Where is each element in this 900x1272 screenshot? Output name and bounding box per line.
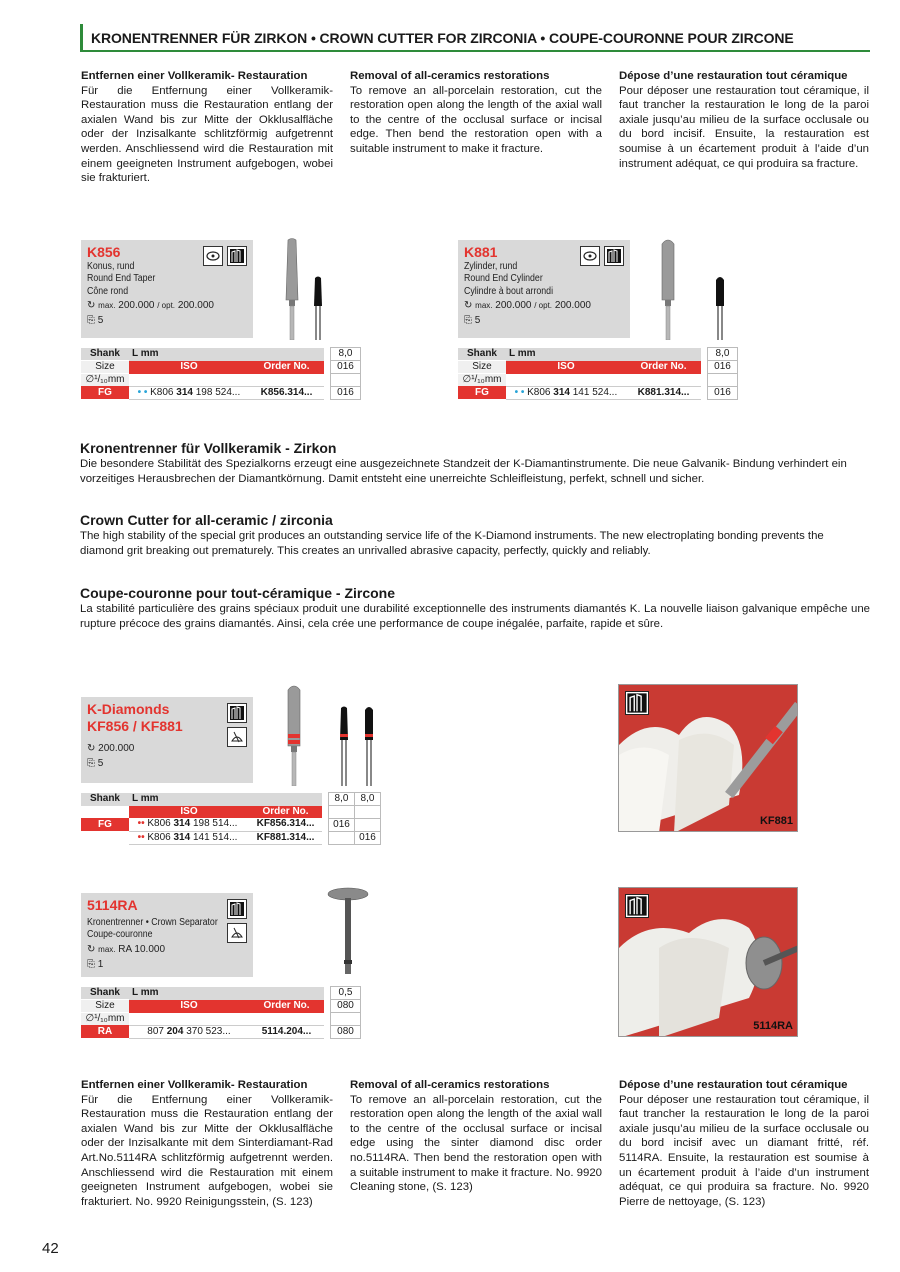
bur-kf881-diagram (361, 706, 377, 786)
product-desc-de: Zylinder, rund (464, 261, 518, 272)
lmm-label: L mm (506, 348, 701, 361)
length-value: 0,5 (331, 987, 361, 1000)
diamond-grit-icon (227, 246, 247, 266)
bur-kf-image (282, 684, 306, 786)
pack-info: ⎘ 5 (464, 315, 481, 327)
iso-number: 807 204 370 523... (129, 1025, 249, 1038)
page-header: KRONENTRENNER FÜR ZIRKON • CROWN CUTTER FOR ZIRCONIA • COUPE-COURONNE POUR ZIRCONE (80, 24, 870, 52)
shank-label: Shank (81, 987, 129, 1000)
product-code: K856 (87, 244, 121, 260)
pack-icon: ⎘ (87, 958, 95, 970)
length-value: 8,0 (331, 348, 361, 361)
speed-icon: ↻ (87, 743, 96, 754)
diamond-grit-icon (625, 894, 649, 918)
bur-k881-diagram (712, 276, 728, 340)
size-value: 016 (331, 361, 361, 374)
section-body: Die besondere Stabilität des Spezialkorns erzeugt eine ausgezeichnete Standzeit der K-Diamantinstrumente. Die neue Galvanik- Bindung verhindert ein vorzeitiges Herausbrechen der Diamantkörnung. Damit entsteht eine unerreichte Schleifleistung, perfekt, schnell und sicher. (80, 458, 847, 485)
section-de (80, 440, 870, 486)
product-code: 5114RA (87, 897, 138, 913)
value-cell (355, 818, 381, 831)
crown-cut-icon (227, 727, 247, 747)
pack-info: ⎘ 5 (87, 315, 104, 327)
shank-label: Shank (458, 348, 506, 361)
photo-kf881 (618, 684, 798, 832)
type-label: RA (81, 1025, 129, 1038)
column-heading: Dépose d’une restauration tout céramique (619, 1079, 848, 1091)
product-box-k856 (81, 240, 253, 338)
order-label: Order No. (249, 1000, 324, 1013)
lmm-label: L mm (129, 987, 324, 1000)
order-number: K856.314... (249, 386, 324, 399)
order-label: Order No. (249, 806, 322, 819)
column-body: Pour déposer une restauration tout céramique, il faut trancher la restauration le long de la paroi axiale jusqu’au milieu de la surface occlusale ou du bord incisif. Ensuite, la restauration est soumise à un écartement produit à l’aide d’un instrument adéquat, ce qui produira sa fracture. (619, 84, 869, 170)
bur-k881-image (656, 238, 680, 340)
value-cell: 016 (708, 386, 738, 399)
diamond-grit-icon (604, 246, 624, 266)
product-box-k881 (458, 240, 630, 338)
size-value: 016 (708, 361, 738, 374)
diamond-grit-icon (227, 899, 247, 919)
product-desc-de: Konus, rund (87, 261, 135, 272)
spec-table-kdiamonds (81, 792, 381, 845)
bur-k856-image (280, 238, 304, 340)
column-body: Pour déposer une restauration tout céramique, il faut trancher la restauration le long de la paroi axiale jusqu’au milieu de la surface occlusale ou du bord incisif avec un diamant fritté, réf. 5114RA. Ensuite, la restauration est soumise à un écartement produit à l’aide d’un instrument adéquat, ce qui produira sa fracture. No. 9920 Pierre de nettoyage, (S. 123) (619, 1093, 869, 1208)
section-title: Kronentrenner für Vollkeramik - Zirkon (80, 440, 337, 456)
product-desc-fr: Coupe-couronne (87, 929, 153, 941)
bur-k856-diagram (310, 276, 326, 340)
bottom-column-fr (619, 1078, 869, 1209)
type-label: FG (81, 818, 129, 831)
product-desc-fr: Cône rond (87, 285, 129, 297)
order-number: KF881.314... (249, 831, 322, 844)
speed-info: ↻ max. RA 10.000 (87, 943, 166, 955)
shank-label: Shank (81, 348, 129, 361)
unit-label: ∅¹/₁₀mm (81, 374, 129, 387)
order-number: K881.314... (626, 386, 701, 399)
shank-label: Shank (81, 793, 129, 806)
product-box-5114ra (81, 893, 253, 977)
disc-5114ra-image (326, 886, 370, 976)
iso-number: • • K806 314 198 524... (129, 386, 249, 399)
value-cell: 016 (331, 386, 361, 399)
iso-label: ISO (129, 361, 249, 374)
iso-number: •• K806 314 198 514... (129, 818, 249, 831)
pack-icon: ⎘ (87, 758, 95, 769)
speed-icon: ↻ (464, 300, 473, 312)
unit-label: ∅¹/₁₀mm (81, 1013, 129, 1026)
diamond-grit-icon (625, 691, 649, 715)
photo-label: KF881 (759, 815, 793, 827)
type-label: FG (81, 386, 129, 399)
size-label: Size (458, 361, 506, 374)
size-label: Size (81, 361, 129, 374)
length-value: 8,0 (329, 793, 355, 806)
product-desc-en: Round End Taper (87, 273, 156, 285)
bottom-column-en (350, 1078, 602, 1195)
lmm-label: L mm (129, 793, 322, 806)
photo-label: 5114RA (753, 1020, 793, 1032)
size-value: 080 (331, 1000, 361, 1013)
column-body: To remove an all-porcelain restoration, cut the restoration open along the length of the axial wall to the centre of the occlusal surface or incisal edge. Then bend the restoration open with a suitable instrument to make it fracture. (350, 84, 602, 155)
iso-label: ISO (129, 1000, 249, 1013)
lmm-label: L mm (129, 348, 324, 361)
spec-table-k856 (81, 347, 361, 400)
bottom-column-de (81, 1078, 333, 1209)
spec-table-k881 (458, 347, 738, 400)
product-code: K881 (464, 244, 498, 260)
speed-info: ↻ max. 200.000 / opt. 200.000 (464, 300, 591, 312)
section-title: Crown Cutter for all-ceramic / zirconia (80, 512, 333, 528)
section-title: Coupe-couronne pour tout-céramique - Zircone (80, 585, 396, 601)
speed-icon: ↻ (87, 300, 96, 312)
photo-5114ra (618, 887, 798, 1037)
section-body: The high stability of the special grit produces an outstanding service life of the K-Diamond instruments. The new electroplating bonding prevents the diamond grit breaking out prematurely. This creates an unrivalled abrasive capacity, perfectly, quickly and reliably. (80, 530, 824, 557)
diamond-grit-icon (227, 703, 247, 723)
product-desc-fr: Cylindre à bout arrondi (464, 285, 554, 297)
pack-info: ⎘ 5 (87, 758, 104, 769)
speed-info: ↻ max. 200.000 / opt. 200.000 (87, 300, 214, 312)
value-cell: 080 (331, 1025, 361, 1038)
product-box-kdiamonds (81, 697, 253, 783)
section-fr (80, 585, 870, 631)
iso-number: •• K806 314 141 514... (129, 831, 249, 844)
section-en (80, 512, 870, 558)
column-heading: Entfernen einer Vollkeramik- Restauration (81, 70, 308, 82)
handpiece-icon (580, 246, 600, 266)
column-heading: Removal of all-ceramics restorations (350, 70, 550, 82)
top-column-fr (619, 69, 869, 171)
value-cell: 016 (355, 831, 381, 844)
spec-table-5114ra (81, 986, 361, 1039)
type-label: FG (458, 386, 506, 399)
value-cell (329, 831, 355, 844)
column-heading: Dépose d’une restauration tout céramique (619, 70, 848, 82)
column-heading: Removal of all-ceramics restorations (350, 1079, 550, 1091)
column-body: Für die Entfernung einer Vollkeramik-Restauration muss die Restauration entlang der axialen Wand bis zur Mitte der Okklusalfläche oder der Inzisalkante mit dem Sinterdiamant-Rad Art.No.5114RA schlitzförmig aufgetrennt werden. Anschliessend wird die Restauration mit einem geeigneten Instrument aufgebogen, wobei sie frakturiert. No. 9920 Reinigungsstein, (S. 123) (81, 1093, 333, 1208)
product-desc-en: Round End Cylinder (464, 273, 543, 285)
iso-number: • • K806 314 141 524... (506, 386, 626, 399)
crown-cut-icon (227, 923, 247, 943)
page-number: 42 (42, 1240, 59, 1257)
order-label: Order No. (626, 361, 701, 374)
product-code: K-Diamonds (87, 701, 170, 717)
product-desc: Kronentrenner • Crown Separator (87, 917, 218, 928)
top-column-en (350, 69, 602, 157)
size-label: Size (81, 1000, 129, 1013)
order-number: KF856.314... (249, 818, 322, 831)
pack-info: ⎘ 1 (87, 958, 104, 970)
column-heading: Entfernen einer Vollkeramik- Restauration (81, 1079, 308, 1091)
order-number: 5114.204... (249, 1025, 324, 1038)
top-column-de (81, 69, 333, 186)
pack-icon: ⎘ (87, 315, 95, 327)
handpiece-icon (203, 246, 223, 266)
value-cell: 016 (329, 818, 355, 831)
column-body: Für die Entfernung einer Vollkeramik-Restauration muss die Restauration entlang der axialen Wand bis zur Mitte der Okklusalfläche oder der Inzisalkante schlitzförmig aufgetrennt werden. Anschliessend wird die Restauration mit einem geeigneten Instrument aufgebogen, wobei sie frakturiert. (81, 84, 333, 185)
speed-info: ↻ 200.000 (87, 743, 135, 754)
iso-label: ISO (129, 806, 249, 819)
section-body: La stabilité particulière des grains spéciaux produit une durabilité exceptionnelle des instruments diamantés K. La nouvelle liaison galvanique empêche une rupture précoce des grains diamantés. Ainsi, cela crée une performance de coupe inégalée, parfaite, rapide et sûre. (80, 603, 870, 630)
speed-icon: ↻ (87, 943, 96, 955)
bur-kf856-diagram (336, 706, 352, 786)
length-value: 8,0 (355, 793, 381, 806)
iso-label: ISO (506, 361, 626, 374)
order-label: Order No. (249, 361, 324, 374)
pack-icon: ⎘ (464, 315, 472, 327)
length-value: 8,0 (708, 348, 738, 361)
unit-label: ∅¹/₁₀mm (458, 374, 506, 387)
product-code-variants: KF856 / KF881 (87, 718, 183, 734)
column-body: To remove an all-porcelain restoration, cut the restoration open along the length of the axial wall to the centre of the occlusal surface or incisal edge using the sinter diamond disc order no.5114RA. Then bend the restoration open with a suitable instrument to make it fracture. No. 9920 Cleaning stone, (S. 123) (350, 1093, 602, 1194)
